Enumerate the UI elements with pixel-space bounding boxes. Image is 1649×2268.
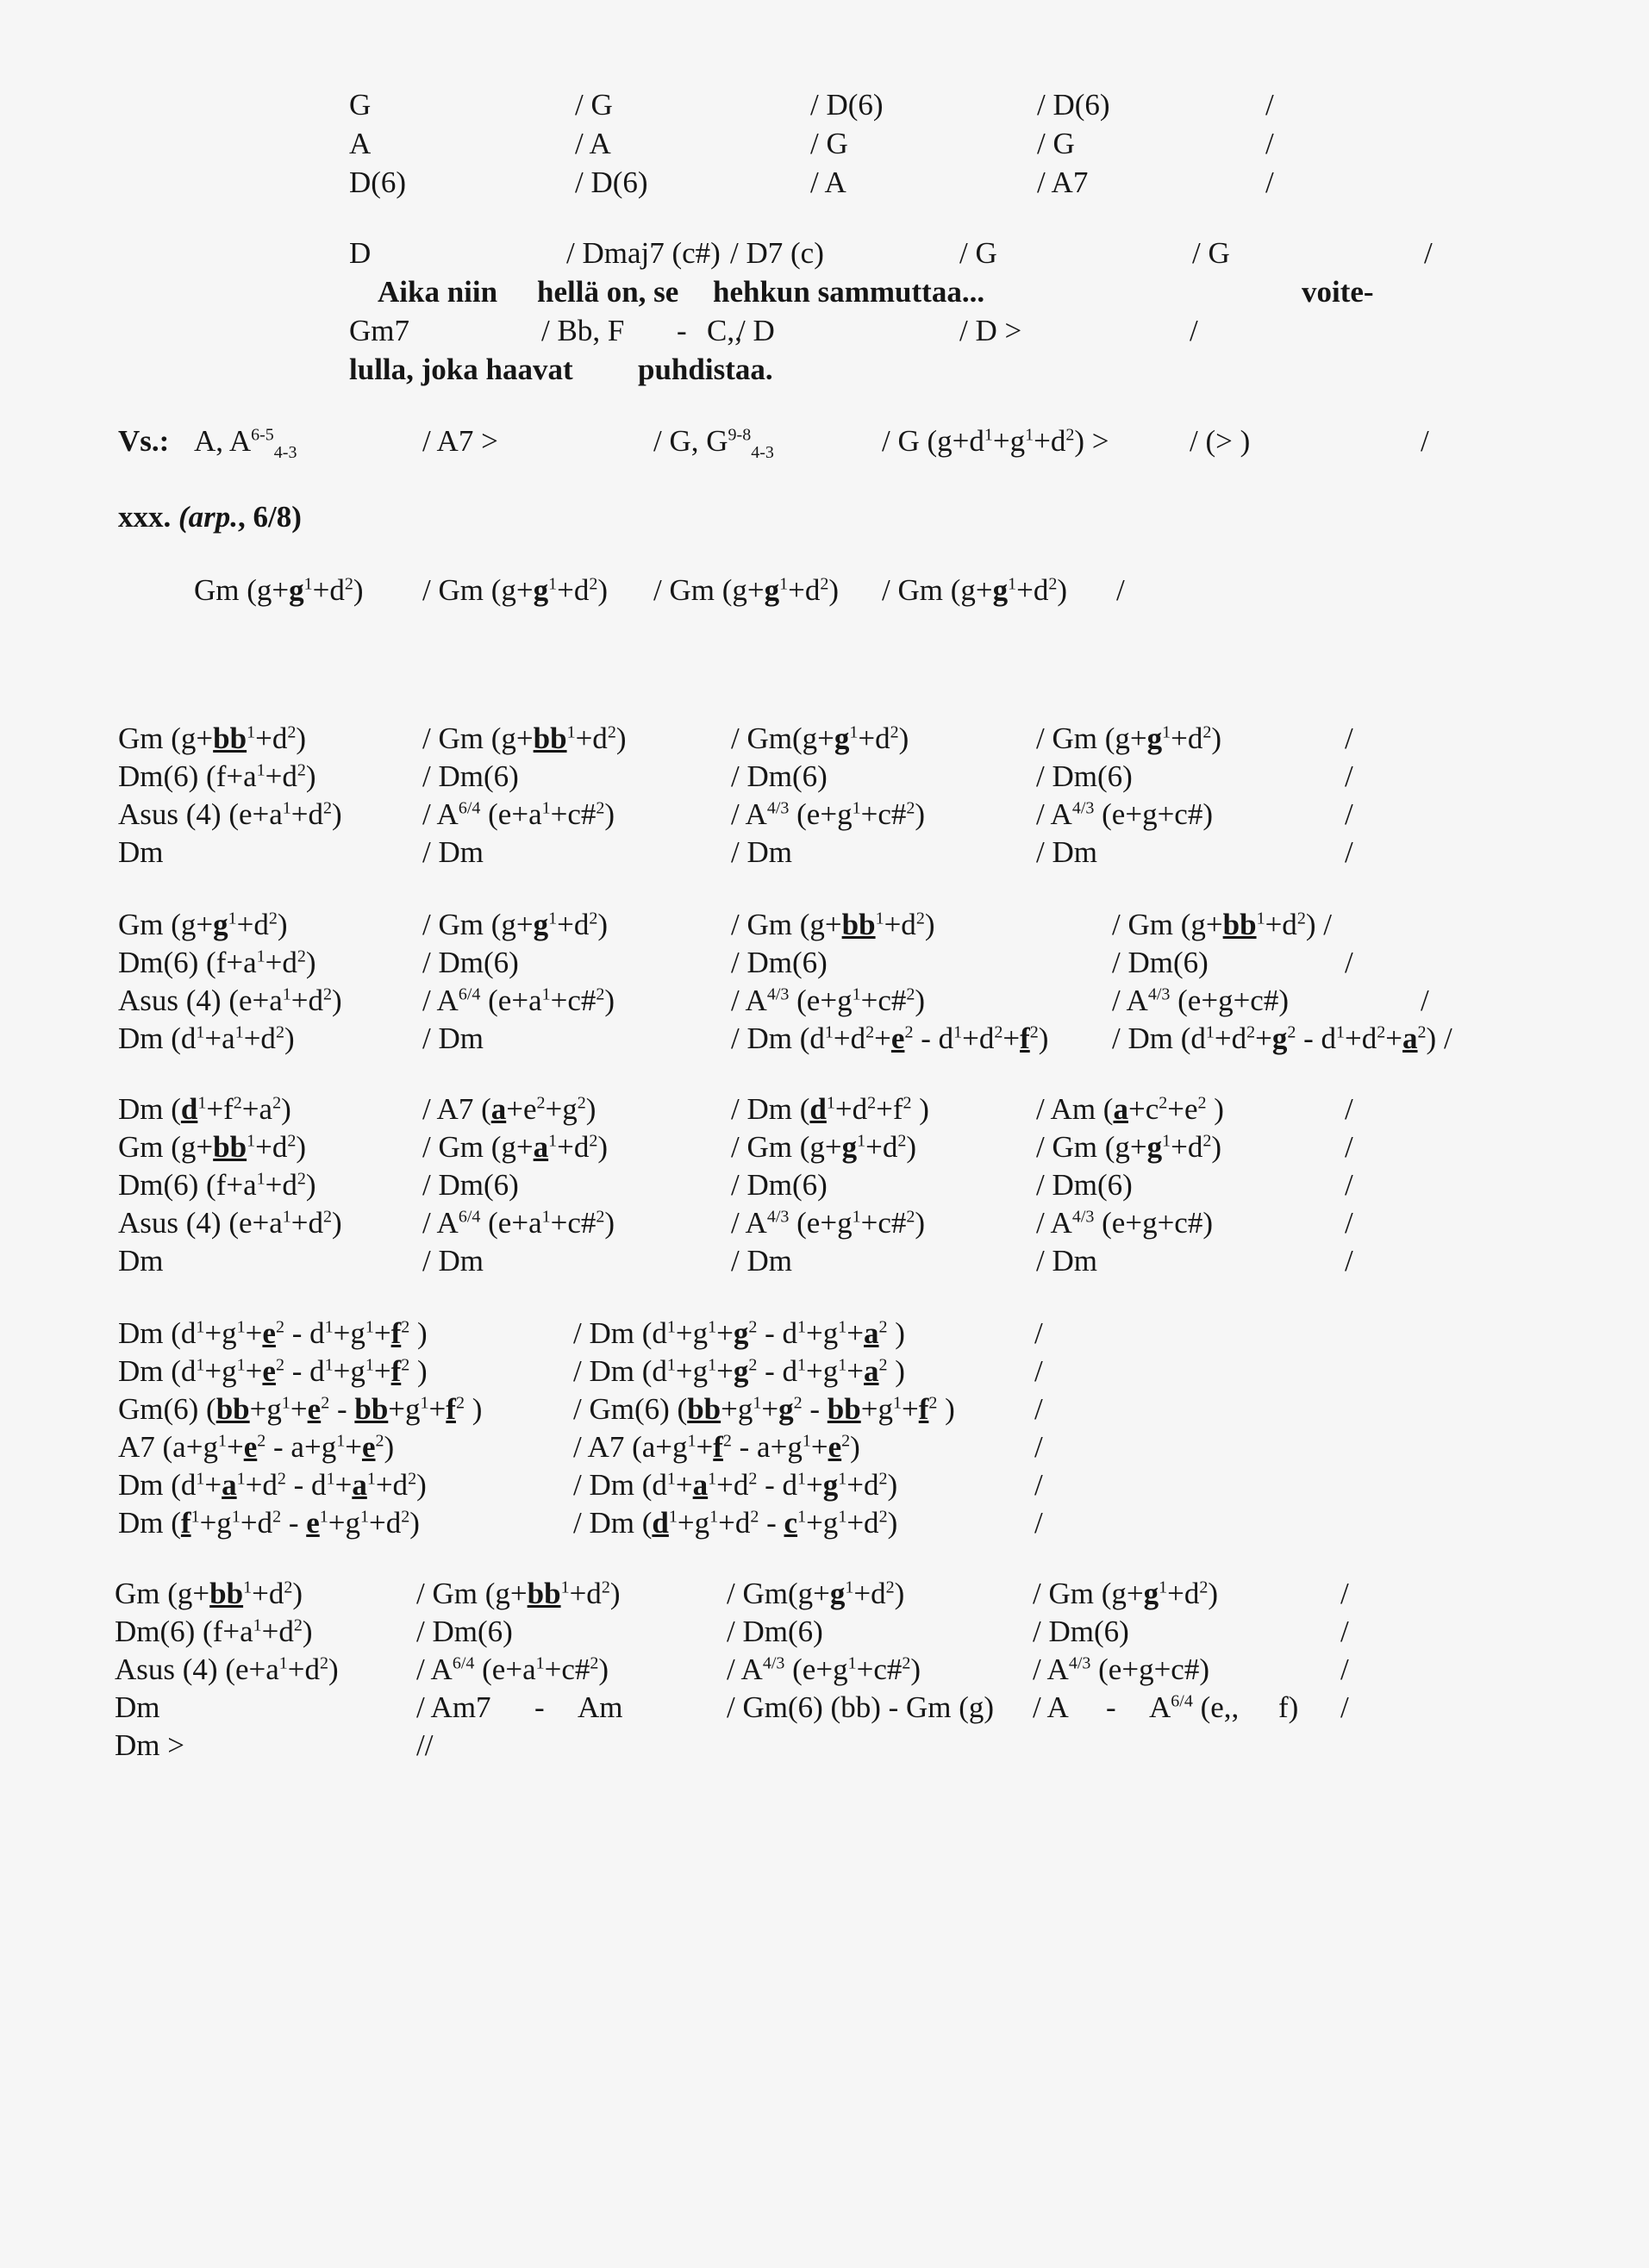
chord-cell: / bbox=[1345, 835, 1353, 869]
chord-cell: Gm $(g+bb^1+d^2)$ bbox=[115, 1577, 303, 1610]
chord-cell: / G bbox=[810, 127, 848, 160]
chord-cell: / $A^{4/3}$ (e+g+c#) bbox=[1036, 1206, 1213, 1240]
chord-cell: / bbox=[1265, 166, 1274, 199]
chord-cell: - bbox=[1106, 1690, 1116, 1724]
chord-row bbox=[0, 273, 1649, 311]
chord-cell: Gm7 bbox=[349, 314, 409, 347]
chord-row bbox=[0, 312, 1649, 350]
chord-row bbox=[0, 906, 1649, 944]
lyric-text: lulla, joka haavat bbox=[349, 353, 573, 386]
chord-cell: / bbox=[1345, 797, 1353, 831]
chord-cell: / Dm bbox=[731, 835, 792, 869]
chord-row bbox=[0, 1128, 1649, 1166]
chord-cell: / A bbox=[810, 166, 846, 199]
chord-cell: / Gm $(g+g^1+d^2)$ bbox=[1036, 722, 1222, 755]
lyric-text: Vs.: bbox=[118, 424, 170, 458]
chord-cell: / bbox=[1116, 573, 1125, 607]
chord-cell: / $A^{6/4}$ $(e+a^1+c\#^2)$ bbox=[422, 797, 615, 831]
chord-row bbox=[0, 1575, 1649, 1613]
lyric-text: hellä on, se bbox=[537, 275, 679, 309]
chord-cell: / Dm bbox=[422, 835, 484, 869]
chord-cell: Dm ($d^1+g^1+e^2 - d^1+g^1+f^2$ ) bbox=[118, 1354, 428, 1388]
chord-cell: / Gm $(g+bb^1+d^2)$ bbox=[731, 908, 935, 941]
chord-cell: / Dm(6) bbox=[416, 1615, 513, 1648]
chord-cell: / D(6) bbox=[1037, 88, 1110, 122]
chord-cell: / Dm $(d^1+g^1+d^2 - c^1+g^1+d^2)$ bbox=[573, 1506, 898, 1540]
chord-cell: Asus (4) $(e+a^1+d^2)$ bbox=[118, 984, 342, 1017]
chord-cell: / bbox=[1345, 946, 1353, 979]
chord-row bbox=[0, 1090, 1649, 1128]
chord-cell: Dm $(d^1+a^1+d^2 - d^1+a^1+d^2)$ bbox=[118, 1468, 427, 1502]
chord-cell: / $A^{4/3}$ (e+g+c#) bbox=[1036, 797, 1213, 831]
chord-row bbox=[0, 720, 1649, 758]
chord-cell: Dm(6) $(f+a^1+d^2)$ bbox=[118, 1168, 316, 1202]
chord-cell: / bbox=[1190, 314, 1198, 347]
chord-cell: / bbox=[1034, 1354, 1043, 1388]
chord-cell: / Am ($a+c^2+e^2$ ) bbox=[1036, 1092, 1224, 1126]
chord-row bbox=[0, 1390, 1649, 1428]
chord-cell: A, $A^{6-5}_{4-3}$ bbox=[194, 424, 297, 462]
chord-row bbox=[0, 1204, 1649, 1242]
chord-row bbox=[0, 796, 1649, 834]
chord-cell: Gm $(g+g^1+d^2)$ bbox=[118, 908, 288, 941]
chord-cell: / Dm(6) bbox=[1033, 1615, 1129, 1648]
chord-cell: / bbox=[1265, 127, 1274, 160]
chord-row bbox=[0, 1466, 1649, 1504]
chord-cell: Am bbox=[578, 1690, 623, 1724]
chord-cell: / Dm(6) bbox=[1112, 946, 1209, 979]
chord-cell: Dm(6) $(f+a^1+d^2)$ bbox=[118, 946, 316, 979]
chord-row bbox=[0, 125, 1649, 163]
chord-cell: / A bbox=[1033, 1690, 1069, 1724]
chord-cell: / A7 $(a+e^2+g^2)$ bbox=[422, 1092, 597, 1126]
chord-cell: / Gm $(g+bb^1+d^2)$ / bbox=[1112, 908, 1332, 941]
chord-cell: / Dm ($d^1+g^1+g^2 - d^1+g^1+a^2$ ) bbox=[573, 1316, 905, 1350]
chord-cell: / Dm bbox=[1036, 1244, 1097, 1278]
chord-cell: / G bbox=[575, 88, 613, 122]
chord-cell: / G bbox=[959, 236, 997, 270]
chord-cell: / G bbox=[1037, 127, 1075, 160]
chord-row bbox=[0, 1504, 1649, 1542]
chord-row bbox=[0, 422, 1649, 460]
lyric-text: Aika niin bbox=[378, 275, 498, 309]
chord-cell: / Gm $(g+g^1+d^2)$ bbox=[731, 1130, 917, 1164]
chord-cell: / $A^{6/4}$ $(e+a^1+c\#^2)$ bbox=[422, 984, 615, 1017]
chord-cell: A7 $(a+g^1+e^2 - a+g^1+e^2)$ bbox=[118, 1430, 395, 1464]
chord-cell: / bbox=[1265, 88, 1274, 122]
chord-cell: / Gm $(g+g^1+d^2)$ bbox=[422, 908, 609, 941]
chord-row bbox=[0, 944, 1649, 982]
chord-cell: / bbox=[1421, 984, 1429, 1017]
chord-cell: / Dm $(d^1+d^2+g^2 - d^1+d^2+a^2)$ / bbox=[1112, 1022, 1452, 1055]
chord-cell: Dm bbox=[118, 1244, 164, 1278]
chord-row bbox=[0, 1166, 1649, 1204]
chord-row bbox=[0, 758, 1649, 796]
chord-cell: / Bb, F bbox=[541, 314, 625, 347]
chord-row bbox=[0, 1242, 1649, 1280]
chord-cell: / $A^{4/3}$ (e+g+c#) bbox=[1112, 984, 1289, 1017]
chord-cell: / G bbox=[1192, 236, 1230, 270]
chord-cell: Dm(6) $(f+a^1+d^2)$ bbox=[118, 759, 316, 793]
lyric-text: puhdistaa. bbox=[638, 353, 773, 386]
chord-row bbox=[0, 572, 1649, 609]
chord-cell: Dm(6) $(f+a^1+d^2)$ bbox=[115, 1615, 313, 1648]
chord-cell: / Gm $(g+g^1+d^2)$ bbox=[1033, 1577, 1219, 1610]
chord-cell: / Gm $(g+bb^1+d^2)$ bbox=[422, 722, 627, 755]
chord-row bbox=[0, 834, 1649, 872]
chord-cell: / D(6) bbox=[575, 166, 648, 199]
chord-row bbox=[0, 1613, 1649, 1651]
chord-cell: / Dm(6) bbox=[727, 1615, 823, 1648]
chord-cell: / Dm bbox=[731, 1244, 792, 1278]
chord-row bbox=[0, 498, 1649, 536]
chord-cell: / Dm(6) bbox=[731, 1168, 828, 1202]
lyric-text: hehkun sammuttaa... bbox=[713, 275, 985, 309]
chord-cell: xxx. (arp., 6/8) bbox=[118, 500, 302, 534]
chord-cell: / Gm $(g+a^1+d^2)$ bbox=[422, 1130, 609, 1164]
chord-cell: / bbox=[1345, 1092, 1353, 1126]
chord-row bbox=[0, 1689, 1649, 1727]
chord-row bbox=[0, 1727, 1649, 1765]
chord-cell: / D bbox=[737, 314, 775, 347]
chord-cell: / Dm(6) bbox=[731, 946, 828, 979]
chord-cell: $A^{6/4}$ (e,, bbox=[1149, 1690, 1240, 1724]
chord-cell: / bbox=[1034, 1392, 1043, 1426]
chord-cell: / Gm $(g+g^1+d^2)$ bbox=[882, 573, 1068, 607]
chord-row bbox=[0, 1353, 1649, 1390]
chord-cell: / Gm $(g+g^1+d^2)$ bbox=[422, 573, 609, 607]
chord-cell: / Dm(6) bbox=[1036, 1168, 1133, 1202]
chord-cell: / bbox=[1340, 1690, 1349, 1724]
chord-row bbox=[0, 1315, 1649, 1353]
chord-cell: / Am7 bbox=[416, 1690, 491, 1724]
chord-cell: G bbox=[349, 88, 372, 122]
chord-cell: / $A^{4/3}$ $(e+g^1+c\#^2)$ bbox=[731, 984, 926, 1017]
chord-cell: / D > bbox=[959, 314, 1022, 347]
chord-cell: / bbox=[1345, 1130, 1353, 1164]
chord-cell: Dm bbox=[118, 835, 164, 869]
chord-cell: / Gm $(g+g^1+d^2)$ bbox=[653, 573, 840, 607]
chord-cell: / $Gm(g+g^1+d^2)$ bbox=[731, 722, 909, 755]
chord-cell: / $A^{4/3}$ $(e+g^1+c\#^2)$ bbox=[727, 1653, 921, 1686]
chord-cell: / A7 > bbox=[422, 424, 498, 458]
chord-cell: / bbox=[1345, 722, 1353, 755]
chord-cell: / $A^{4/3}$ $(e+g^1+c\#^2)$ bbox=[731, 797, 926, 831]
chord-cell: Asus (4) $(e+a^1+d^2)$ bbox=[118, 797, 342, 831]
chord-cell: A bbox=[349, 127, 372, 160]
chord-cell: / $A^{6/4}$ $(e+a^1+c\#^2)$ bbox=[422, 1206, 615, 1240]
chord-cell: Dm ($d^1+g^1+e^2 - d^1+g^1+f^2$ ) bbox=[118, 1316, 428, 1350]
chord-cell: / G, $G^{9-8}_{4-3}$ bbox=[653, 424, 774, 462]
chord-cell: / Dm $(d^1+d^2+e^2 - d^1+d^2+f^2)$ bbox=[731, 1022, 1049, 1055]
chord-row bbox=[0, 351, 1649, 389]
chord-cell: // bbox=[416, 1728, 434, 1762]
chord-cell: Asus (4) $(e+a^1+d^2)$ bbox=[115, 1653, 339, 1686]
chord-cell: / A7 bbox=[1037, 166, 1089, 199]
chord-row bbox=[0, 1428, 1649, 1466]
chord-cell: / bbox=[1345, 1168, 1353, 1202]
chord-cell: / $A^{4/3}$ (e+g+c#) bbox=[1033, 1653, 1209, 1686]
chord-cell: / bbox=[1424, 236, 1433, 270]
chord-row bbox=[0, 234, 1649, 272]
chord-cell: / $Gm(g+g^1+d^2)$ bbox=[727, 1577, 905, 1610]
chord-cell: Dm $(d^1+f^2+a^2)$ bbox=[118, 1092, 291, 1126]
chord-cell: Asus (4) $(e+a^1+d^2)$ bbox=[118, 1206, 342, 1240]
chord-cell: / Gm $(g+g^1+d^2)$ bbox=[1036, 1130, 1222, 1164]
chord-cell: Dm bbox=[115, 1690, 160, 1724]
chord-cell: / Dm ($d^1+g^1+g^2 - d^1+g^1+a^2$ ) bbox=[573, 1354, 905, 1388]
chord-cell: / Dm(6) bbox=[731, 759, 828, 793]
chord-cell: / Gm(6) (bb) - Gm (g) bbox=[727, 1690, 995, 1724]
chord-cell: / D7 (c) bbox=[730, 236, 824, 270]
chord-cell: / bbox=[1345, 759, 1353, 793]
chord-cell: Gm $(g+bb^1+d^2)$ bbox=[118, 1130, 306, 1164]
chord-cell: - bbox=[677, 314, 687, 347]
chord-cell: f) bbox=[1278, 1690, 1299, 1724]
chord-cell: / (> ) bbox=[1190, 424, 1251, 458]
chord-cell: / Dmaj7 (c#) bbox=[566, 236, 721, 270]
chord-cell: / Dm bbox=[422, 1244, 484, 1278]
chord-row bbox=[0, 1020, 1649, 1058]
chord-cell: / Gm(6) ($bb+g^1+g^2 - bb+g^1+f^2$ ) bbox=[573, 1392, 955, 1426]
chord-cell: Gm $(g+bb^1+d^2)$ bbox=[118, 722, 306, 755]
chord-cell: Dm > bbox=[115, 1728, 184, 1762]
chord-cell: / Dm bbox=[1036, 835, 1097, 869]
chord-cell: / bbox=[1345, 1244, 1353, 1278]
chord-cell: / bbox=[1034, 1506, 1043, 1540]
chord-cell: / D(6) bbox=[810, 88, 884, 122]
chord-row bbox=[0, 982, 1649, 1020]
chord-cell: Gm(6) ($bb+g^1+e^2 - bb+g^1+f^2$ ) bbox=[118, 1392, 483, 1426]
lyric-text: voite- bbox=[1302, 275, 1374, 309]
chord-cell: / bbox=[1034, 1468, 1043, 1502]
chord-cell: D bbox=[349, 236, 372, 270]
chord-cell: Dm $(d^1+a^1+d^2)$ bbox=[118, 1022, 295, 1055]
chord-cell: / bbox=[1034, 1430, 1043, 1464]
chord-cell: / Dm(6) bbox=[422, 1168, 519, 1202]
chord-cell: / Dm(6) bbox=[1036, 759, 1133, 793]
chord-cell: / Dm $(d^1+a^1+d^2 - d^1+g^1+d^2)$ bbox=[573, 1468, 898, 1502]
chord-cell: D(6) bbox=[349, 166, 407, 199]
chord-row bbox=[0, 164, 1649, 202]
chord-cell: / $A^{6/4}$ $(e+a^1+c\#^2)$ bbox=[416, 1653, 609, 1686]
chord-cell: / bbox=[1034, 1316, 1043, 1350]
chord-cell: / bbox=[1340, 1577, 1349, 1610]
chord-cell: C,, bbox=[707, 314, 742, 347]
chord-row bbox=[0, 86, 1649, 124]
chord-cell: / bbox=[1340, 1615, 1349, 1648]
chord-cell: / bbox=[1340, 1653, 1349, 1686]
chord-cell: / Dm ($d^1+d^2+f^2$ ) bbox=[731, 1092, 929, 1126]
chord-cell: - bbox=[534, 1690, 545, 1724]
chord-cell: / Dm(6) bbox=[422, 759, 519, 793]
chord-row bbox=[0, 1651, 1649, 1689]
chord-cell: / A bbox=[575, 127, 611, 160]
chord-cell: / $A^{4/3}$ $(e+g^1+c\#^2)$ bbox=[731, 1206, 926, 1240]
chord-cell: / Dm bbox=[422, 1022, 484, 1055]
chord-cell: / Gm $(g+bb^1+d^2)$ bbox=[416, 1577, 621, 1610]
chord-cell: / Dm(6) bbox=[422, 946, 519, 979]
chord-cell: / bbox=[1345, 1206, 1353, 1240]
chord-cell: / G $(g+d^1+g^1+d^2)$ > bbox=[882, 424, 1109, 458]
chord-cell: Gm $(g+g^1+d^2)$ bbox=[194, 573, 364, 607]
chord-cell: / bbox=[1421, 424, 1429, 458]
chord-cell: Dm $(f^1+g^1+d^2 - e^1+g^1+d^2)$ bbox=[118, 1506, 420, 1540]
chord-cell: / A7 $(a+g^1+f^2 - a+g^1+e^2)$ bbox=[573, 1430, 860, 1464]
